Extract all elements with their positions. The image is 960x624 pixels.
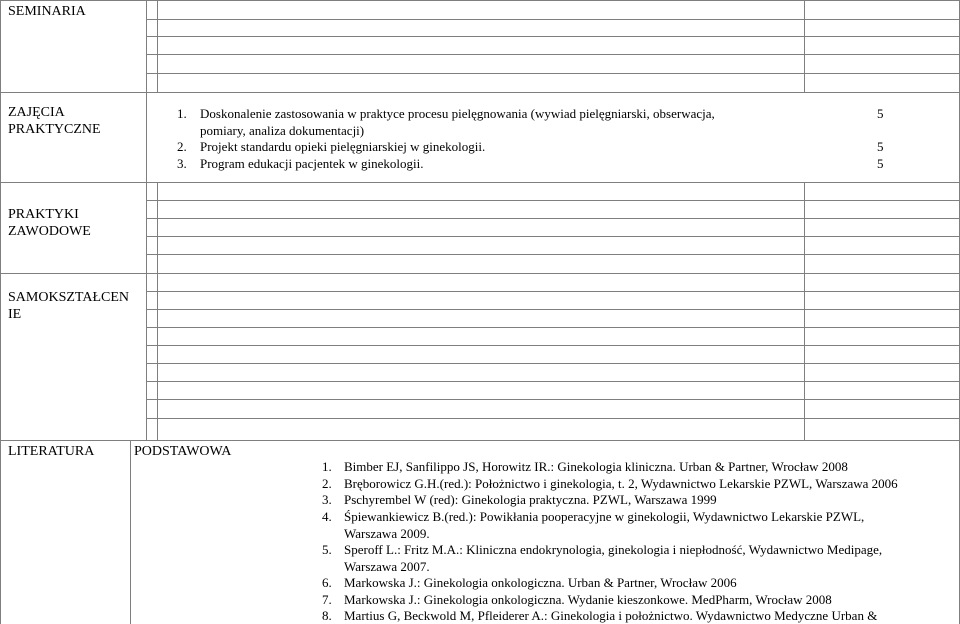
list-item-text: Markowska J.: Ginekologia onkologiczna. Urban & Partner, Wrocław 2006 — [344, 575, 737, 590]
hours-value: 5 — [877, 139, 884, 154]
grid-line — [146, 399, 960, 400]
list-item-number: 8. — [322, 608, 332, 623]
section-sublabel-podstawowa: PODSTAWOWA — [134, 444, 232, 459]
list-item-text: Bimber EJ, Sanfilippo JS, Horowitz IR.: Ginekologia kliniczna. Urban & Partner, Wrocław 2008 — [344, 459, 848, 474]
grid-line — [0, 92, 960, 93]
grid-line — [146, 291, 960, 292]
hours-value: 5 — [877, 156, 884, 171]
list-item-text: Markowska J.: Ginekologia onkologiczna. Wydanie kieszonkowe. MedPharm, Wrocław 2008 — [344, 592, 832, 607]
list-item-number: 2. — [177, 139, 187, 154]
list-item-text: Projekt standardu opieki pielęgniarskiej w ginekologii. — [200, 139, 486, 154]
list-item-text: Martius G, Beckwold M, Pfleiderer A.: Ginekologia i położnictwo. Wydawnictwo Medyczne Urban & — [344, 608, 878, 623]
grid-line — [146, 200, 960, 201]
list-item-number: 3. — [322, 492, 332, 507]
section-label-seminaria: SEMINARIA — [8, 4, 86, 19]
grid-line — [146, 345, 960, 346]
grid-line — [146, 19, 960, 20]
grid-line — [146, 73, 960, 74]
grid-line — [146, 254, 960, 255]
list-item-text: Bręborowicz G.H.(red.): Położnictwo i ginekologia, t. 2, Wydawnictwo Lekarskie PZWL, Warszawa 2006 — [344, 476, 898, 491]
grid-line — [146, 327, 960, 328]
grid-line — [804, 182, 805, 440]
grid-line — [804, 0, 805, 92]
list-item-text: Pschyrembel W (red): Ginekologia praktyczna. PZWL, Warszawa 1999 — [344, 492, 717, 507]
grid-line — [146, 218, 960, 219]
grid-line — [0, 440, 960, 441]
grid-line — [157, 0, 158, 92]
hours-value: 5 — [877, 106, 884, 121]
section-label-zajecia-line2: PRAKTYCZNE — [8, 122, 101, 137]
list-item-number: 6. — [322, 575, 332, 590]
list-item-text: Doskonalenie zastosowania w praktyce procesu pielęgnowania (wywiad pielęgniarski, obserwacja, — [200, 106, 715, 121]
list-item-text: Program edukacji pacjentek w ginekologii. — [200, 156, 424, 171]
grid-line — [146, 0, 147, 440]
section-label-literatura: LITERATURA — [8, 444, 95, 459]
section-label-praktyki-line2: ZAWODOWE — [8, 224, 91, 239]
section-label-samoksztalcenie-line1: SAMOKSZTAŁCEN — [8, 290, 129, 305]
grid-line — [0, 273, 960, 274]
list-item-text: Warszawa 2009. — [344, 526, 430, 541]
list-item-text: Warszawa 2007. — [344, 559, 430, 574]
grid-line — [146, 309, 960, 310]
list-item-text: pomiary, analiza dokumentacji) — [200, 123, 365, 138]
section-label-praktyki-line1: PRAKTYKI — [8, 207, 79, 222]
grid-line — [157, 182, 158, 440]
grid-line — [130, 440, 131, 624]
grid-line — [146, 36, 960, 37]
grid-line — [0, 0, 960, 1]
list-item-text: Speroff L.: Fritz M.A.: Kliniczna endokrynologia, ginekologia i niepłodność, Wydawnictwo Medipage, — [344, 542, 883, 557]
grid-line — [146, 236, 960, 237]
list-item-number: 3. — [177, 156, 187, 171]
grid-line — [146, 363, 960, 364]
list-item-number: 2. — [322, 476, 332, 491]
grid-line — [0, 182, 960, 183]
list-item-number: 1. — [322, 459, 332, 474]
section-label-samoksztalcenie-line2: IE — [8, 307, 22, 322]
list-item-number: 7. — [322, 592, 332, 607]
grid-line — [146, 418, 960, 419]
list-item-number: 1. — [177, 106, 187, 121]
list-item-number: 4. — [322, 509, 332, 524]
grid-line — [0, 0, 1, 624]
grid-line — [146, 54, 960, 55]
list-item-number: 5. — [322, 542, 332, 557]
list-item-text: Śpiewankiewicz B.(red.): Powikłania pooperacyjne w ginekologii, Wydawnictwo Lekarskie PZWL, — [344, 509, 865, 524]
section-label-zajecia-line1: ZAJĘCIA — [8, 105, 65, 120]
grid-line — [146, 381, 960, 382]
